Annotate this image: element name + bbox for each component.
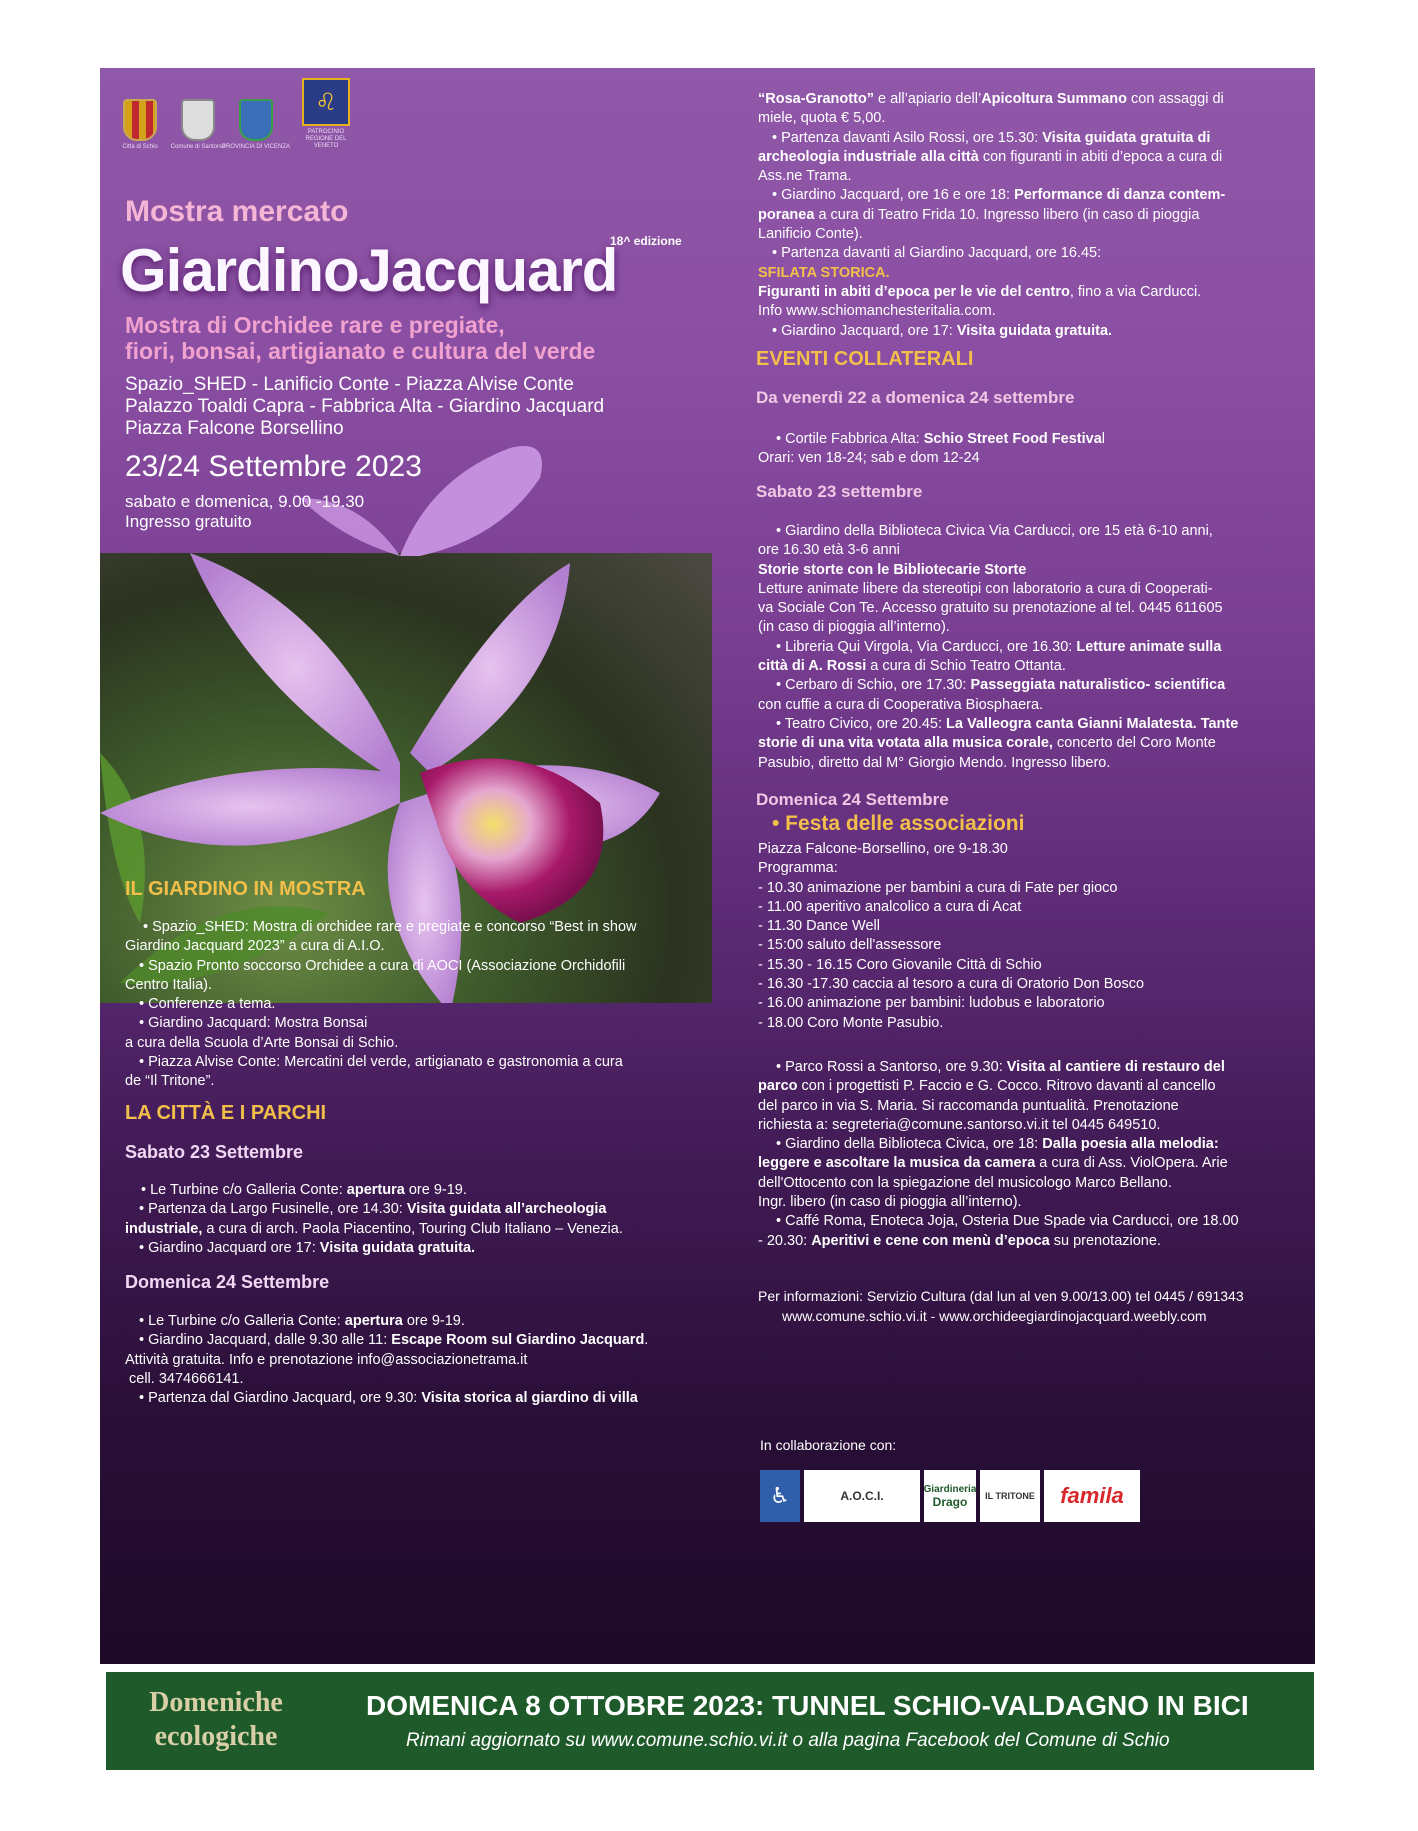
edition-label: 18^ edizione — [610, 234, 682, 248]
sfilata-label: SFILATA STORICA. — [758, 264, 890, 281]
citta-saturday-list: • Le Turbine c/o Galleria Conte: apertura ore 9-19. • Partenza da Largo Fusinelle, ore 14.30: Visita guidata all’archeologia industriale, a cura di arch. Paola Piacentino, Touring Club Italiano – Venezia. • Giardino Jacquard ore 17: Visita guidata gratuita. — [125, 1182, 623, 1256]
event-dates: 23/24 Settembre 2023 — [125, 450, 422, 483]
event-title: GiardinoJacquard — [120, 237, 618, 304]
venues: Spazio_SHED - Lanificio Conte - Piazza Alvise Conte Palazzo Toaldi Capra - Fabbrica Alta - Giardino Jacquard Piazza Falcone Borsellino — [125, 374, 605, 439]
eventi-heading: EVENTI COLLATERALI — [756, 348, 974, 370]
info-block: Per informazioni: Servizio Cultura (dal lun al ven 9.00/13.00) tel 0445 / 691343 www.comune.schio.vi.it - www.orchideegiardinojacquard.weebly.com — [758, 1288, 1244, 1324]
famila-logo: famila — [1044, 1470, 1140, 1522]
partner-logos — [760, 1470, 1160, 1522]
banner-subtitle: Rimani aggiornato su www.comune.schio.vi.it o alla pagina Facebook del Comune di Schio — [406, 1730, 1170, 1751]
sponsor-logos — [122, 80, 382, 150]
regione-veneto-lion-icon: ♌ PATROCINIO REGIONE DEL VENETO — [296, 78, 356, 150]
subtitle: Mostra di Orchidee rare e pregiate, fiori, bonsai, artigianato e cultura del verde — [125, 312, 596, 364]
banner-title: DOMENICA 8 OTTOBRE 2023: TUNNEL SCHIO-VALDAGNO IN BICI — [366, 1690, 1249, 1721]
comune-santorso-crest-icon: Comune di Santorso — [180, 99, 216, 150]
drago-logo: Giardineria Drago — [924, 1470, 976, 1522]
aoci-logo — [804, 1470, 920, 1522]
eventi-friday-title: Da venerdì 22 a domenica 24 settembre — [756, 388, 1075, 407]
eventi-saturday-list: • Giardino della Biblioteca Civica Via Carducci, ore 15 età 6-10 anni, ore 16.30 età 3-6 anni Storie storte con le Bibliotecarie Storte Letture animate libere da stereotipi con laboratorio a cura di Cooperati- va Sociale Con Te. Accesso gratuito su prenotazione al tel. 0445 611605 (in caso di pioggia all’interno). • Libreria Qui Virgola, Via Carducci, ore 16.30: Letture animate sulla città di A. Rossi a cura di Schio Teatro Ottanta. • Cerbaro di Schio, ore 17.30: Passeggiata naturalistico- scientifica con cuffie a cura di Cooperativa Biosphaera. • Teatro Civico, ore 20.45: La Valleogra canta Gianni Malatesta. Tante storie di una vita votata alla musica corale, concerto del Coro Monte Pasubio, diretto dal M° Giorgio Mendo. Ingresso libero. — [758, 523, 1239, 771]
event-hours: sabato e domenica, 9.00 -19.30 Ingresso gratuito — [125, 492, 365, 531]
tritone-logo: IL TRITONE — [980, 1470, 1040, 1522]
right-top-list: “Rosa-Granotto” e all’apiario dell’Apicoltura Summano con assaggi di miele, quota € 5,00. • Partenza davanti Asilo Rossi, ore 15.30: Visita guidata gratuita di archeologia industriale alla città con figuranti in abiti d’epoca a cura di Ass.ne Trama. • Giardino Jacquard, ore 16 e ore 18: Performance di danza contem- poranea a cura di Teatro Frida 10. Ingresso libero (in caso di pioggia Lanificio Conte). • Partenza davanti al Giardino Jacquard, ore 16.45: SFILATA STORICA. Figuranti in abiti d’epoca per le vie del centro, fino a via Carducci. Info www.schiomanchesteritalia.com. • Giardino Jacquard, ore 17: Visita guidata gratuita. — [758, 90, 1303, 341]
bottom-banner — [106, 1672, 1314, 1770]
festa-title: • Festa delle associazioni — [772, 812, 1025, 835]
accessibility-icon: ♿ — [760, 1470, 800, 1522]
citta-sunday-title: Domenica 24 Settembre — [125, 1272, 330, 1292]
giardino-list: • Spazio_SHED: Mostra di orchidee rare e pregiate e concorso “Best in show Giardino Jacquard 2023” a cura di A.I.O. • Spazio Pronto soccorso Orchidee a cura di AOCI (Associazione Orchidofili Centro Italia). • Conferenze a tema. • Giardino Jacquard: Mostra Bonsai a cura della Scuola d’Arte Bonsai di Schio. • Piazza Alvise Conte: Mercatini del verde, artigianato e gastronomia a cura de “Il Tritone”. — [125, 919, 637, 1090]
collab-label: In collaborazione con: — [760, 1437, 897, 1453]
citta-di-schio-crest-icon: Città di Schio — [122, 99, 158, 150]
domeniche-ecologiche-logo: Domeniche ecologiche — [149, 1687, 283, 1752]
citta-sunday-list: • Le Turbine c/o Galleria Conte: apertura ore 9-19. • Giardino Jacquard, dalle 9.30 alle 11: Escape Room sul Giardino Jacquard. Attività gratuita. Info e prenotazione info@associazionetrama.it cell. 3474666141. • Partenza dal Giardino Jacquard, ore 9.30: Visita storica al giardino di villa — [125, 1313, 649, 1407]
aoci-label: A.O.C.I. — [840, 1489, 884, 1503]
poster — [100, 68, 1315, 1664]
citta-saturday-title: Sabato 23 Settembre — [125, 1142, 304, 1162]
citta-heading: LA CITTÀ E I PARCHI — [125, 1102, 327, 1124]
eventi-sunday-title: Domenica 24 Settembre — [756, 790, 949, 809]
eventi-friday-list: • Cortile Fabbrica Alta: Schio Street Food Festival Orari: ven 18-24; sab e dom 12-24 — [758, 431, 1106, 467]
eventi-saturday-title: Sabato 23 settembre — [756, 482, 923, 501]
provincia-vicenza-crest-icon: PROVINCIA DI VICENZA — [238, 99, 274, 150]
eventi-sunday-list: • Parco Rossi a Santorso, ore 9.30: Visita al cantiere di restauro del parco con i progettisti P. Faccio e G. Cocco. Ritrovo davanti al cancello del parco in via S. Maria. Si raccomanda puntualità. Prenotazione richiesta a: segreteria@comune.santorso.vi.it tel 0445 649510. • Giardino della Biblioteca Civica, ore 18: Dalla poesia alla melodia: leggere e ascoltare la musica da camera a cura di Ass. ViolOpera. Arie dell'Ottocento con la spiegazione del musicologo Marco Bellano. Ingr. libero (in caso di pioggia all’interno). • Caffé Roma, Enoteca Joja, Osteria Due Spade via Carducci, ore 18.00 - 20.30: Aperitivi e cene con menù d’epoca su prenotazione. — [758, 1059, 1239, 1249]
pretitle: Mostra mercato — [125, 195, 349, 228]
giardino-heading: IL GIARDINO IN MOSTRA — [125, 878, 366, 900]
festa-program: Piazza Falcone-Borsellino, ore 9-18.30 Programma: - 10.30 animazione per bambini a cura di Fate per gioco - 11.00 aperitivo analcolico a cura di Acat - 11.30 Dance Well - 15:00 saluto dell'assessore - 15.30 - 16.15 Coro Giovanile Città di Schio - 16.30 -17.30 caccia al tesoro a cura di Oratorio Don Bosco - 16.00 animazione per bambini: ludobus e laboratorio - 18.00 Coro Monte Pasubio. — [758, 841, 1145, 1031]
